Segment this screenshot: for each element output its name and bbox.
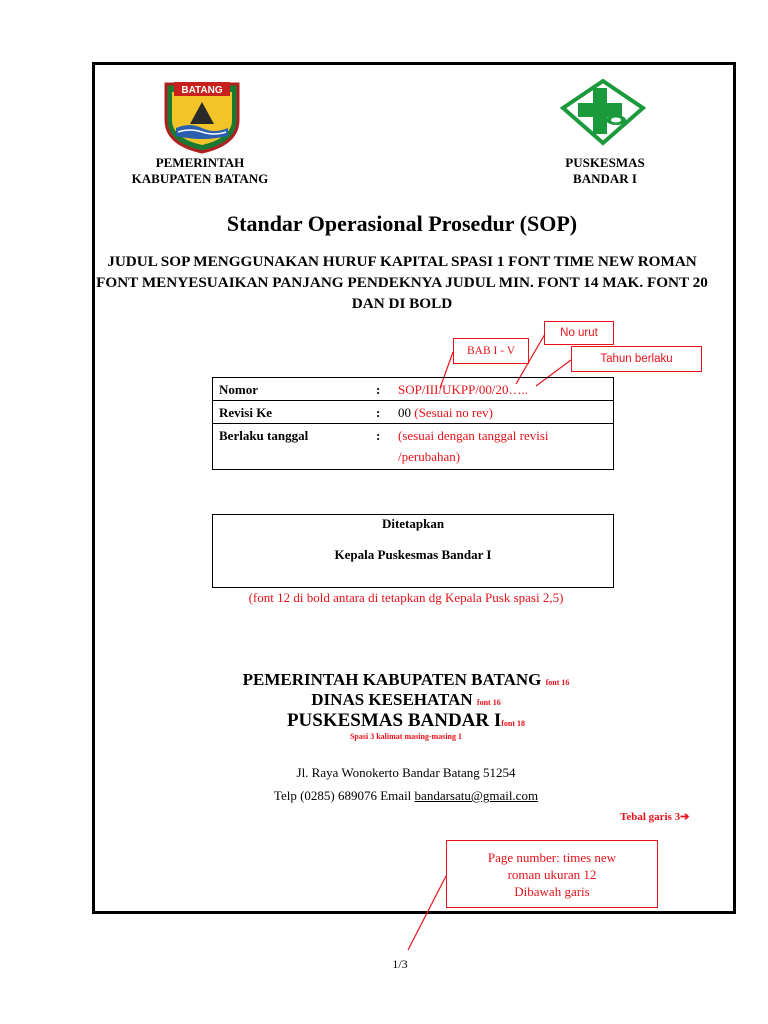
nomor-label: Nomor xyxy=(213,378,371,401)
revisi-value: 00 xyxy=(398,405,411,420)
colon: : xyxy=(370,401,392,424)
footer-line-3-text: PUSKESMAS BANDAR I xyxy=(286,710,502,731)
tebal-garis-text: Tebal garis 3 xyxy=(620,811,681,823)
berlaku-label: Berlaku tanggal xyxy=(213,424,371,470)
pkm-line-1: PUSKESMAS xyxy=(565,155,645,170)
footer-line-3-note: font 18 xyxy=(501,719,526,728)
berlaku-line-1: (sesuai dengan tanggal revisi xyxy=(398,428,549,443)
callout-tahun: Tahun berlaku xyxy=(571,346,702,372)
footer-line-1-note: font 16 xyxy=(545,678,570,687)
revisi-label: Revisi Ke xyxy=(213,401,371,424)
revisi-value-cell xyxy=(392,401,614,424)
table-row xyxy=(213,378,614,401)
contact xyxy=(100,788,712,804)
revisi-note: (Sesuai no rev) xyxy=(414,405,493,420)
footer-line-2-note: font 16 xyxy=(476,698,501,707)
sign-note: (font 12 di bold antara di tetapkan dg Kepala Pusk spasi 2,5) xyxy=(248,590,564,605)
callout-bab: BAB I - V xyxy=(453,338,529,364)
page-number-note-1: Page number: times new xyxy=(487,850,617,865)
arrow-right-icon: ➔ xyxy=(680,811,690,823)
email-link[interactable]: bandarsatu@gmail.com xyxy=(414,788,539,803)
phone: Telp (0285) 689076 Email xyxy=(273,788,412,803)
colon: : xyxy=(370,378,392,401)
footer-line-3 xyxy=(100,710,712,732)
footer-line-2 xyxy=(100,690,712,710)
tebal-garis-note xyxy=(620,810,689,823)
pkm-line-2: BANDAR I xyxy=(573,171,637,186)
sop-title: Standar Operasional Prosedur (SOP) xyxy=(226,211,578,236)
sign-line-1: Ditetapkan xyxy=(381,516,445,531)
callout-page-number xyxy=(446,840,658,908)
table-row xyxy=(213,401,614,424)
page-number: 1/3 xyxy=(392,957,408,971)
callout-no-urut: No urut xyxy=(544,321,614,345)
footer-line-1 xyxy=(100,670,712,690)
berlaku-value xyxy=(392,424,614,470)
colon: : xyxy=(370,424,392,470)
emblem-text: BATANG xyxy=(181,85,223,96)
page-number-note-2: roman ukuran 12 xyxy=(507,867,597,882)
gov-line-2: KABUPATEN BATANG xyxy=(131,171,269,186)
footer-line-2-text: DINAS KESEHATAN xyxy=(311,690,473,709)
table-row xyxy=(213,424,614,470)
page-number-note-3: Dibawah garis xyxy=(514,884,590,899)
gov-line-1: PEMERINTAH xyxy=(155,155,245,170)
berlaku-line-2: /perubahan) xyxy=(398,449,461,464)
sop-info-table xyxy=(212,377,614,470)
sop-subtitle: JUDUL SOP MENGGUNAKAN HURUF KAPITAL SPASI 1 FONT TIME NEW ROMAN FONT MENYESUAIKAN PANJANG PENDEKNYA JUDUL MIN. FONT 14 MAK. FONT 20 DAN DI BOLD xyxy=(96,253,708,312)
spacing-note: Spasi 3 kalimat masing-masing 1 xyxy=(349,732,463,741)
sign-line-2: Kepala Puskesmas Bandar I xyxy=(334,547,492,562)
footer-line-1-text: PEMERINTAH KABUPATEN BATANG xyxy=(242,670,542,689)
address: Jl. Raya Wonokerto Bandar Batang 51254 xyxy=(296,765,516,780)
nomor-value: SOP/III/UKPP/00/20….. xyxy=(392,378,614,401)
sign-box xyxy=(212,514,614,588)
